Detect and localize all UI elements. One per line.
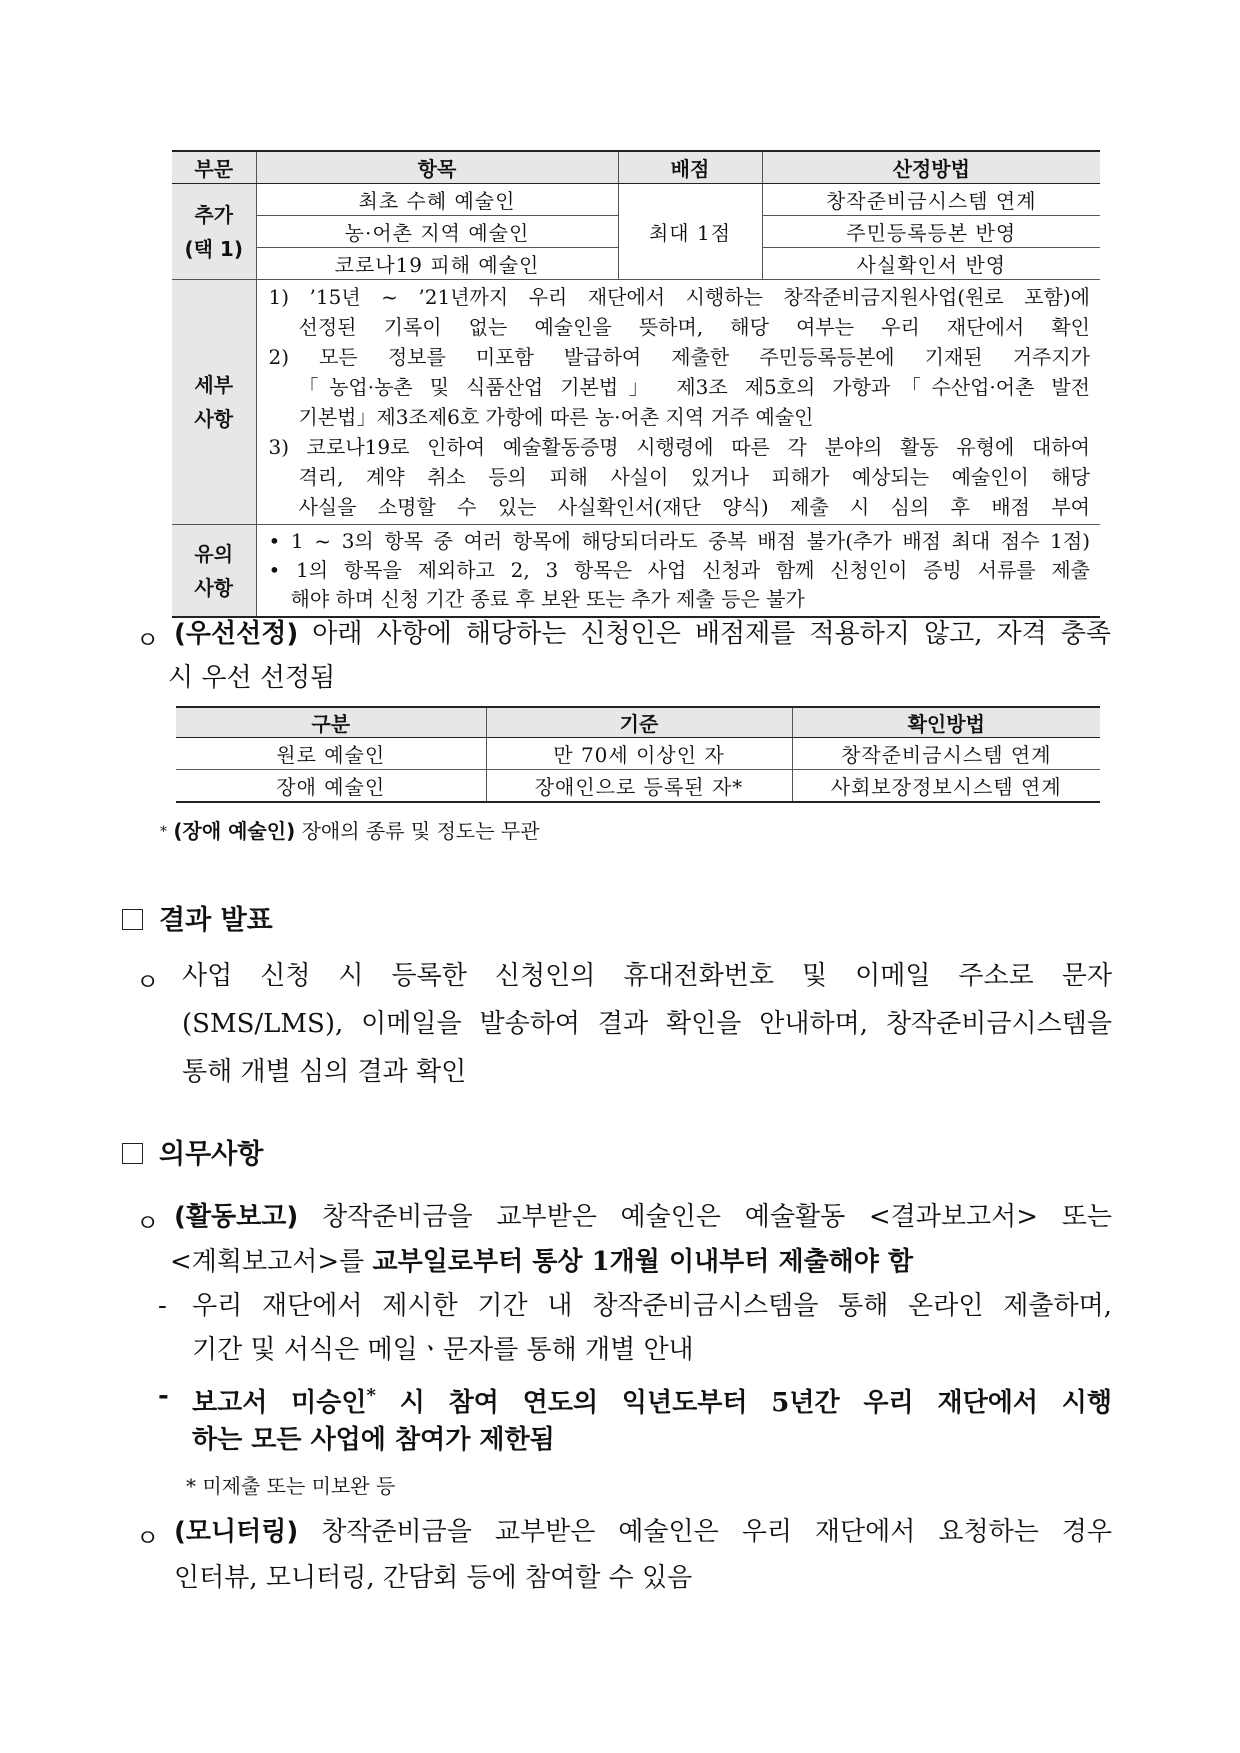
sub-item-restriction (158, 1374, 186, 1418)
activity-text: 창작준비금을 교부받은 예술인은 예술활동 <결과보고서> 또는 (298, 1202, 1112, 1232)
cell-disability-criteria: 장애인으로 등록된 자* (486, 770, 792, 803)
restriction-star: * (366, 1385, 376, 1406)
activity-text-plain: <계획보고서>를 (170, 1247, 373, 1277)
method-fact-confirmation: 사실확인서 반영 (762, 248, 1100, 280)
activity-line-2 (170, 1240, 913, 1284)
result-line-3: 통해 개별 심의 결과 확인 (182, 1057, 467, 1087)
footnote-bold: (장애 예술인) (173, 819, 296, 843)
header-division: 부문 (172, 151, 256, 184)
item-rural-artist: 농·어촌 지역 예술인 (256, 216, 618, 248)
table-row (176, 738, 1100, 770)
note-line: • 1의 항목을 제외하고 2, 3 항목은 사업 신청과 함께 신청인이 증빙 서류를 제출 (268, 558, 1090, 582)
checkbox-square-icon (122, 1143, 143, 1164)
note-line: • 1 ~ 3의 항목 중 여러 항목에 해당되더라도 중복 배점 불가(추가 배점 최대 점수 1점) (268, 529, 1090, 553)
bullet-circle: ㅇ (136, 626, 160, 654)
bullet-circle: ㅇ (136, 1524, 160, 1552)
heading-text: 의무사항 (159, 1139, 264, 1170)
header-criteria: 기준 (486, 707, 792, 738)
detail-line: 「농업·농촌 및 식품산업 기본법」 제3조 제5호의 가항과「수산업·어촌 발전 (298, 375, 1090, 399)
monitoring-line-2: 인터뷰, 모니터링, 간담회 등에 참여할 수 있음 (174, 1563, 693, 1593)
priority-line-1 (174, 612, 1111, 656)
table-row (172, 184, 1100, 216)
priority-table (176, 706, 1100, 803)
activity-title: (활동보고) (174, 1202, 299, 1232)
detail-line: 선정된 기록이 없는 예술인을 뜻하며, 해당 여부는 우리 재단에서 확인 (298, 315, 1090, 339)
restriction-text-a: 보고서 미승인 (192, 1388, 367, 1418)
footnote-star: * (160, 824, 167, 840)
dash-marker: - (158, 1381, 169, 1411)
result-line-1: 사업 신청 시 등록한 신청인의 휴대전화번호 및 이메일 주소로 문자 (182, 961, 1112, 991)
header-score: 배점 (618, 151, 762, 184)
header-verification: 확인방법 (792, 707, 1100, 738)
activity-line-1 (174, 1195, 1112, 1239)
monitoring-title: (모니터링) (174, 1517, 299, 1547)
method-resident-register: 주민등록등본 반영 (762, 216, 1100, 248)
footnote-text: 장애의 종류 및 정도는 무관 (295, 819, 540, 843)
bullet-circle: ㅇ (136, 968, 160, 996)
table-row (172, 525, 1100, 618)
footnote-disabled (160, 815, 540, 844)
detail-line: 격리, 계약 취소 등의 피해 사실이 있거나 피해가 예상되는 예술인이 해당 (298, 465, 1090, 489)
section-heading-result (122, 898, 273, 937)
activity-text-bold: 교부일로부터 통상 1개월 이내부터 제출해야 함 (372, 1247, 914, 1277)
footnote-unsubmitted: * 미제출 또는 미보완 등 (186, 1474, 396, 1498)
method-system-link: 창작준비금시스템 연계 (762, 184, 1100, 216)
sub2-line-2: 하는 모든 사업에 참여가 제한됨 (192, 1425, 555, 1455)
detail-line: 3) 코로나19로 인하여 예술활동증명 시행령에 따른 각 분야의 활동 유형에 대하여 (268, 435, 1090, 459)
header-category: 구분 (176, 707, 486, 738)
cell-disabled-artist: 장애 예술인 (176, 770, 486, 803)
monitoring-text: 창작준비금을 교부받은 예술인은 우리 재단에서 요청하는 경우 (298, 1517, 1112, 1547)
cell-social-system-link: 사회보장정보시스템 연계 (792, 770, 1100, 803)
category-notes: 유의 사항 (172, 525, 256, 618)
cell-system-link: 창작준비금시스템 연계 (792, 738, 1100, 770)
score-cell: 최대 1점 (618, 184, 762, 280)
section-heading-duty (122, 1132, 263, 1171)
bullet-circle: ㅇ (136, 1209, 160, 1237)
sub1-line-1: 우리 재단에서 제시한 기간 내 창작준비금시스템을 통해 온라인 제출하며, (192, 1291, 1112, 1321)
detail-line: 기본법」제3조제6호 가항에 따른 농·어촌 지역 거주 예술인 (298, 405, 814, 429)
header-method: 산정방법 (762, 151, 1100, 184)
table-row (172, 280, 1100, 525)
checkbox-square-icon (122, 909, 143, 930)
result-line-2: (SMS/LMS), 이메일을 발송하여 결과 확인을 안내하며, 창작준비금시스템을 (182, 1009, 1112, 1039)
scoring-table (172, 150, 1100, 618)
priority-line-2: 시 우선 선정됨 (168, 663, 336, 693)
monitoring-line-1 (174, 1510, 1112, 1554)
note-line: 해야 하며 신청 기간 종료 후 보완 또는 추가 제출 등은 불가 (290, 587, 805, 611)
notes-cell (256, 525, 1100, 618)
item-covid-artist: 코로나19 피해 예술인 (256, 248, 618, 280)
detail-line: 사실을 소명할 수 있는 사실확인서(재단 양식) 제출 시 심의 후 배점 부여 (298, 495, 1090, 519)
details-cell (256, 280, 1100, 525)
sub1-line-2: 기간 및 서식은 메일ㆍ문자를 통해 개별 안내 (192, 1335, 694, 1365)
heading-text: 결과 발표 (159, 905, 273, 936)
priority-title: (우선선정) (174, 619, 299, 649)
cell-age-criteria: 만 70세 이상인 자 (486, 738, 792, 770)
priority-text: 아래 사항에 해당하는 신청인은 배점제를 적용하지 않고, 자격 충족 (298, 619, 1111, 649)
category-additional: 추가 (택 1) (172, 184, 256, 280)
item-first-recipient: 최초 수혜 예술인 (256, 184, 618, 216)
scoring-table-header (172, 151, 1100, 184)
detail-line: 1) ’15년 ~ ’21년까지 우리 재단에서 시행하는 창작준비금지원사업(원로 포함)에 (268, 285, 1090, 309)
sub-item-online (158, 1284, 186, 1328)
restriction-text-b: 시 참여 연도의 익년도부터 5년간 우리 재단에서 시행 (375, 1388, 1112, 1418)
cell-senior-artist: 원로 예술인 (176, 738, 486, 770)
dash-marker: - (158, 1291, 167, 1321)
priority-table-header (176, 707, 1100, 738)
category-details: 세부 사항 (172, 280, 256, 525)
table-row (176, 770, 1100, 803)
header-item: 항목 (256, 151, 618, 184)
detail-line: 2) 모든 정보를 미포함 발급하여 제출한 주민등록등본에 기재된 거주지가 (268, 345, 1090, 369)
